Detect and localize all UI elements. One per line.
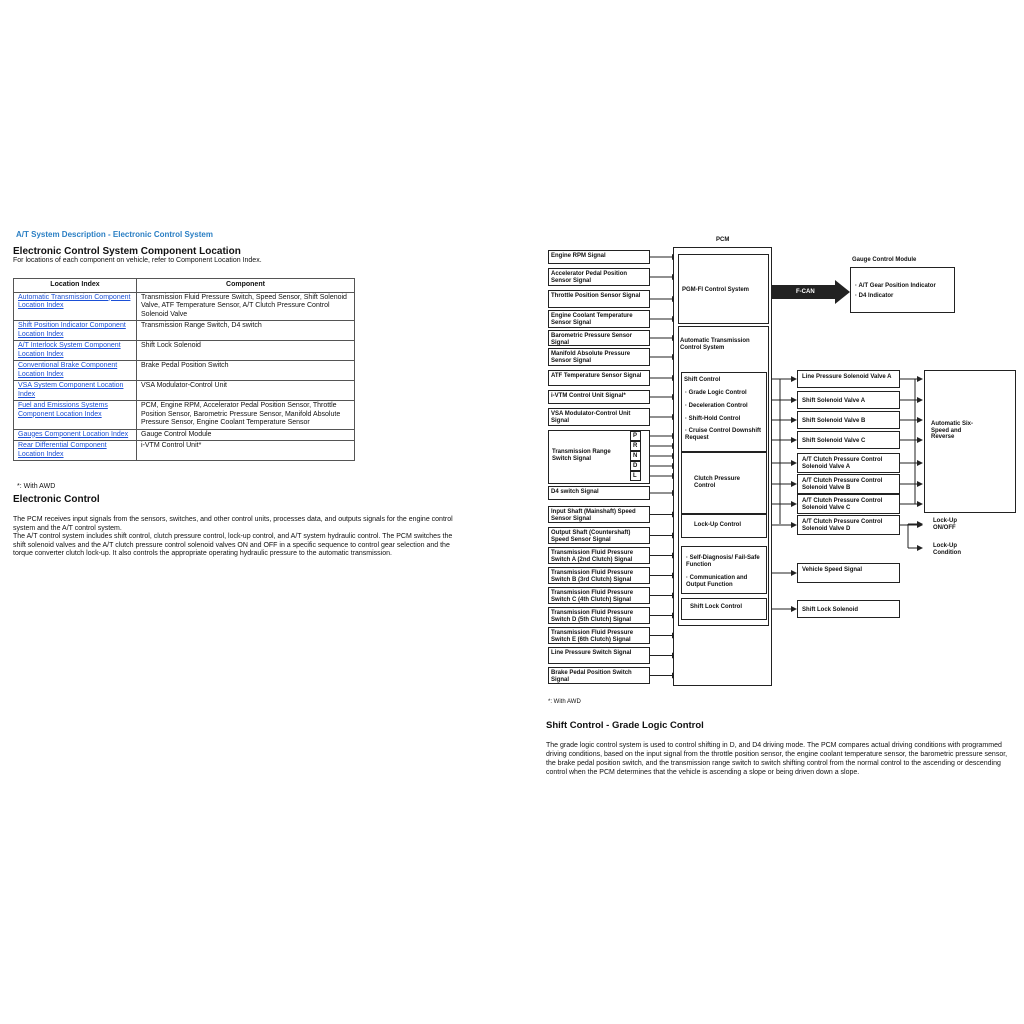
input-signal-label: Line Pressure Switch Signal	[551, 650, 632, 656]
shift-item: · Deceleration Control	[685, 403, 748, 409]
pcm-label: PCM	[716, 237, 730, 243]
range-position-cell	[630, 451, 641, 461]
result-main-box	[924, 370, 1016, 513]
output-device-label: A/T Clutch Pressure Control Solenoid Valve D	[802, 519, 883, 532]
input-signal-box	[548, 567, 650, 584]
input-signal-box	[548, 667, 650, 684]
range-position-cell	[630, 461, 641, 471]
input-signal-label: Engine RPM Signal	[551, 253, 606, 259]
output-device-label: Shift Solenoid Valve A	[802, 398, 866, 404]
pgmfi-label: PGM-FI Control System	[682, 287, 750, 293]
lockup-control-label: Lock-Up Control	[694, 522, 741, 528]
input-signal-label: Throttle Position Sensor Signal	[551, 293, 641, 299]
table-footnote: *: With AWD	[17, 483, 56, 490]
output-device-box	[797, 411, 900, 429]
input-signal-box	[548, 627, 650, 644]
location-index-link[interactable]: Fuel and Emissions Systems Component Location Index	[18, 402, 108, 418]
shift-item: · Grade Logic Control	[685, 390, 747, 396]
component-cell: Transmission Range Switch, D4 switch	[137, 321, 355, 341]
input-signal-label: Transmission Fluid Pressure Switch E (6th Clutch) Signal	[551, 630, 634, 643]
range-position-letter: D	[633, 463, 638, 469]
location-index-link[interactable]: A/T Interlock System Component Location Index	[18, 342, 121, 358]
input-signal-label: ATF Temperature Sensor Signal	[551, 373, 642, 379]
input-signal-label: Input Shaft (Mainshaft) Speed Sensor Signal	[551, 509, 636, 522]
atcs-label: Automatic Transmission Control System	[680, 338, 750, 351]
input-signal-box	[548, 607, 650, 624]
output-device-box	[797, 600, 900, 618]
gauge-box	[850, 267, 955, 313]
breadcrumb[interactable]: A/T System Description - Electronic Control System	[16, 230, 213, 239]
shift-control-title: Shift Control - Grade Logic Control	[546, 720, 704, 731]
gauge-item: · D4 Indicator	[855, 293, 894, 299]
output-device-label: Shift Solenoid Valve B	[802, 418, 866, 424]
component-cell: VSA Modulator-Control Unit	[137, 381, 355, 401]
output-device-box	[797, 474, 900, 494]
input-signal-label: Accelerator Pedal Position Sensor Signal	[551, 271, 628, 284]
input-signal-label: Manifold Absolute Pressure Sensor Signal	[551, 351, 631, 364]
shift-item: · Cruise Control Downshift Request	[685, 428, 762, 441]
input-signal-box	[548, 408, 650, 426]
input-signal-box	[548, 527, 650, 544]
output-device-label: Vehicle Speed Signal	[802, 567, 863, 573]
input-signal-label: Barometric Pressure Sensor Signal	[551, 333, 633, 346]
component-cell: Transmission Fluid Pressure Switch, Speed Sensor, Shift Solenoid Valve, ATF Temperature Sensor, A/T Clutch Pressure Control Solenoid Valve	[137, 292, 355, 321]
column-header: Location Index	[14, 279, 137, 293]
input-signal-box	[548, 268, 650, 286]
input-signal-label: Transmission Fluid Pressure Switch D (5th Clutch) Signal	[551, 610, 634, 623]
section-title: Electronic Control System Component Location	[13, 246, 241, 257]
input-signal-box	[548, 587, 650, 604]
output-device-label: A/T Clutch Pressure Control Solenoid Valve B	[802, 478, 883, 491]
section-subtitle: For locations of each component on vehicle, refer to Component Location Index.	[13, 257, 262, 264]
input-signal-label: D4 switch Signal	[551, 489, 599, 495]
output-device-box	[797, 515, 900, 535]
gauge-title: Gauge Control Module	[852, 257, 917, 263]
location-index-link[interactable]: Shift Position Indicator Component Location Index	[18, 322, 126, 338]
input-signal-label: Brake Pedal Position Switch Signal	[551, 670, 632, 683]
output-device-box	[797, 563, 900, 583]
location-index-link[interactable]: Gauges Component Location Index	[18, 430, 129, 438]
input-signal-label: Output Shaft (Countershaft) Speed Sensor Signal	[551, 530, 631, 543]
selfdiag-item: · Communication and Output Function	[686, 575, 748, 588]
input-signal-label: Transmission Fluid Pressure Switch C (4th Clutch) Signal	[551, 590, 634, 603]
range-position-letter: R	[633, 443, 638, 449]
component-cell: Brake Pedal Position Switch	[137, 361, 355, 381]
output-device-box	[797, 431, 900, 449]
input-signal-label: VSA Modulator-Control Unit Signal	[551, 411, 631, 424]
input-signal-box	[548, 310, 650, 328]
input-signal-label: i-VTM Control Unit Signal*	[551, 393, 626, 399]
input-signal-box	[548, 348, 650, 366]
paragraph: The A/T control system includes shift control, clutch pressure control, lock-up control, and A/T system hydraulic control. The PCM switches the shift solenoid valves and the A/T clutch pressure control solenoid valves ON and OFF in a specific sequence to control gear selection and the torque converter clutch lock-up. It also controls the appropriate operating hydraulic pressure to the automatic transmission.	[13, 533, 453, 557]
input-signal-box	[548, 390, 650, 404]
location-index-link[interactable]: Automatic Transmission Component Location Index	[18, 293, 131, 309]
range-position-cell	[630, 431, 641, 441]
range-position-letter: P	[633, 433, 638, 439]
clutch-pressure-label: Clutch Pressure Control	[694, 476, 741, 489]
component-cell: i-VTM Control Unit*	[137, 441, 355, 461]
fcan-label: F-CAN	[796, 289, 815, 295]
range-position-letter: L	[633, 473, 637, 479]
output-device-box	[797, 370, 900, 388]
input-signal-box	[548, 486, 650, 500]
result-lockup-label: Lock-Up ON/OFF	[933, 518, 957, 531]
shift-control-text: The grade logic control system is used to control shifting in D, and D4 driving mode. The PCM compares actual driving conditions with programmed driving conditions, based on the input signal from the throttle position sensor, the engine coolant temperature sensor, the barometric pressure sensor, the brake pedal position switch, and the transmission range switch to switch shifting control from the normal control to the ascending or descending control when the PCM determines that the vehicle is ascending a slope or being driven down a slope.	[546, 742, 1008, 776]
location-index-link[interactable]: Rear Differential Component Location Index	[18, 442, 107, 458]
shift-control-label: Shift Control	[684, 377, 721, 383]
paragraph: The PCM receives input signals from the sensors, switches, and other control units, processes data, and outputs signals for the engine control system and the A/T control system.	[13, 516, 453, 532]
component-cell: Shift Lock Solenoid	[137, 341, 355, 361]
column-header: Component	[137, 279, 355, 293]
range-position-cell	[630, 471, 641, 481]
component-cell: PCM, Engine RPM, Accelerator Pedal Position Sensor, Throttle Position Sensor, Barometric Pressure Sensor, Manifold Absolute Pressure Sensor, Engine Coolant Temperature Sensor	[137, 401, 355, 430]
input-signal-box	[548, 250, 650, 264]
output-device-label: Shift Lock Solenoid	[802, 607, 859, 613]
output-device-label: Line Pressure Solenoid Valve A	[802, 374, 892, 380]
result-lockup-condition: Lock-Up Condition	[933, 543, 961, 556]
input-signal-box	[548, 370, 650, 386]
output-device-label: Shift Solenoid Valve C	[802, 438, 866, 444]
location-index-link[interactable]: Conventional Brake Component Location Index	[18, 362, 118, 378]
output-device-label: A/T Clutch Pressure Control Solenoid Valve C	[802, 498, 883, 511]
output-device-box	[797, 391, 900, 409]
range-position-cell	[630, 441, 641, 451]
input-signal-label: Transmission Fluid Pressure Switch B (3rd Clutch) Signal	[551, 570, 634, 583]
input-signal-box	[548, 506, 650, 523]
input-signal-label: Transmission Range Switch Signal	[552, 449, 611, 462]
input-signal-box	[548, 330, 650, 346]
output-device-box	[797, 453, 900, 473]
result-main-label: Automatic Six-Speed and Reverse	[931, 421, 974, 440]
gauge-item: · A/T Gear Position Indicator	[855, 283, 936, 289]
diagram-footnote: *: With AWD	[548, 699, 581, 705]
input-signal-label: Transmission Fluid Pressure Switch A (2nd Clutch) Signal	[551, 550, 634, 563]
range-position-letter: N	[633, 453, 638, 459]
input-signal-box	[548, 290, 650, 308]
output-device-box	[797, 494, 900, 514]
selfdiag-item: · Self-Diagnosis/ Fail-Safe Function	[686, 555, 760, 568]
component-cell: Gauge Control Module	[137, 429, 355, 441]
input-signal-box	[548, 547, 650, 564]
input-signal-label: Engine Coolant Temperature Sensor Signal	[551, 313, 633, 326]
output-device-label: A/T Clutch Pressure Control Solenoid Valve A	[802, 457, 883, 470]
shift-lock-control-label: Shift Lock Control	[690, 604, 742, 610]
location-index-link[interactable]: VSA System Component Location Index	[18, 382, 124, 398]
input-signal-box	[548, 647, 650, 664]
shift-item: · Shift-Hold Control	[685, 416, 741, 422]
electronic-control-title: Electronic Control	[13, 494, 100, 505]
